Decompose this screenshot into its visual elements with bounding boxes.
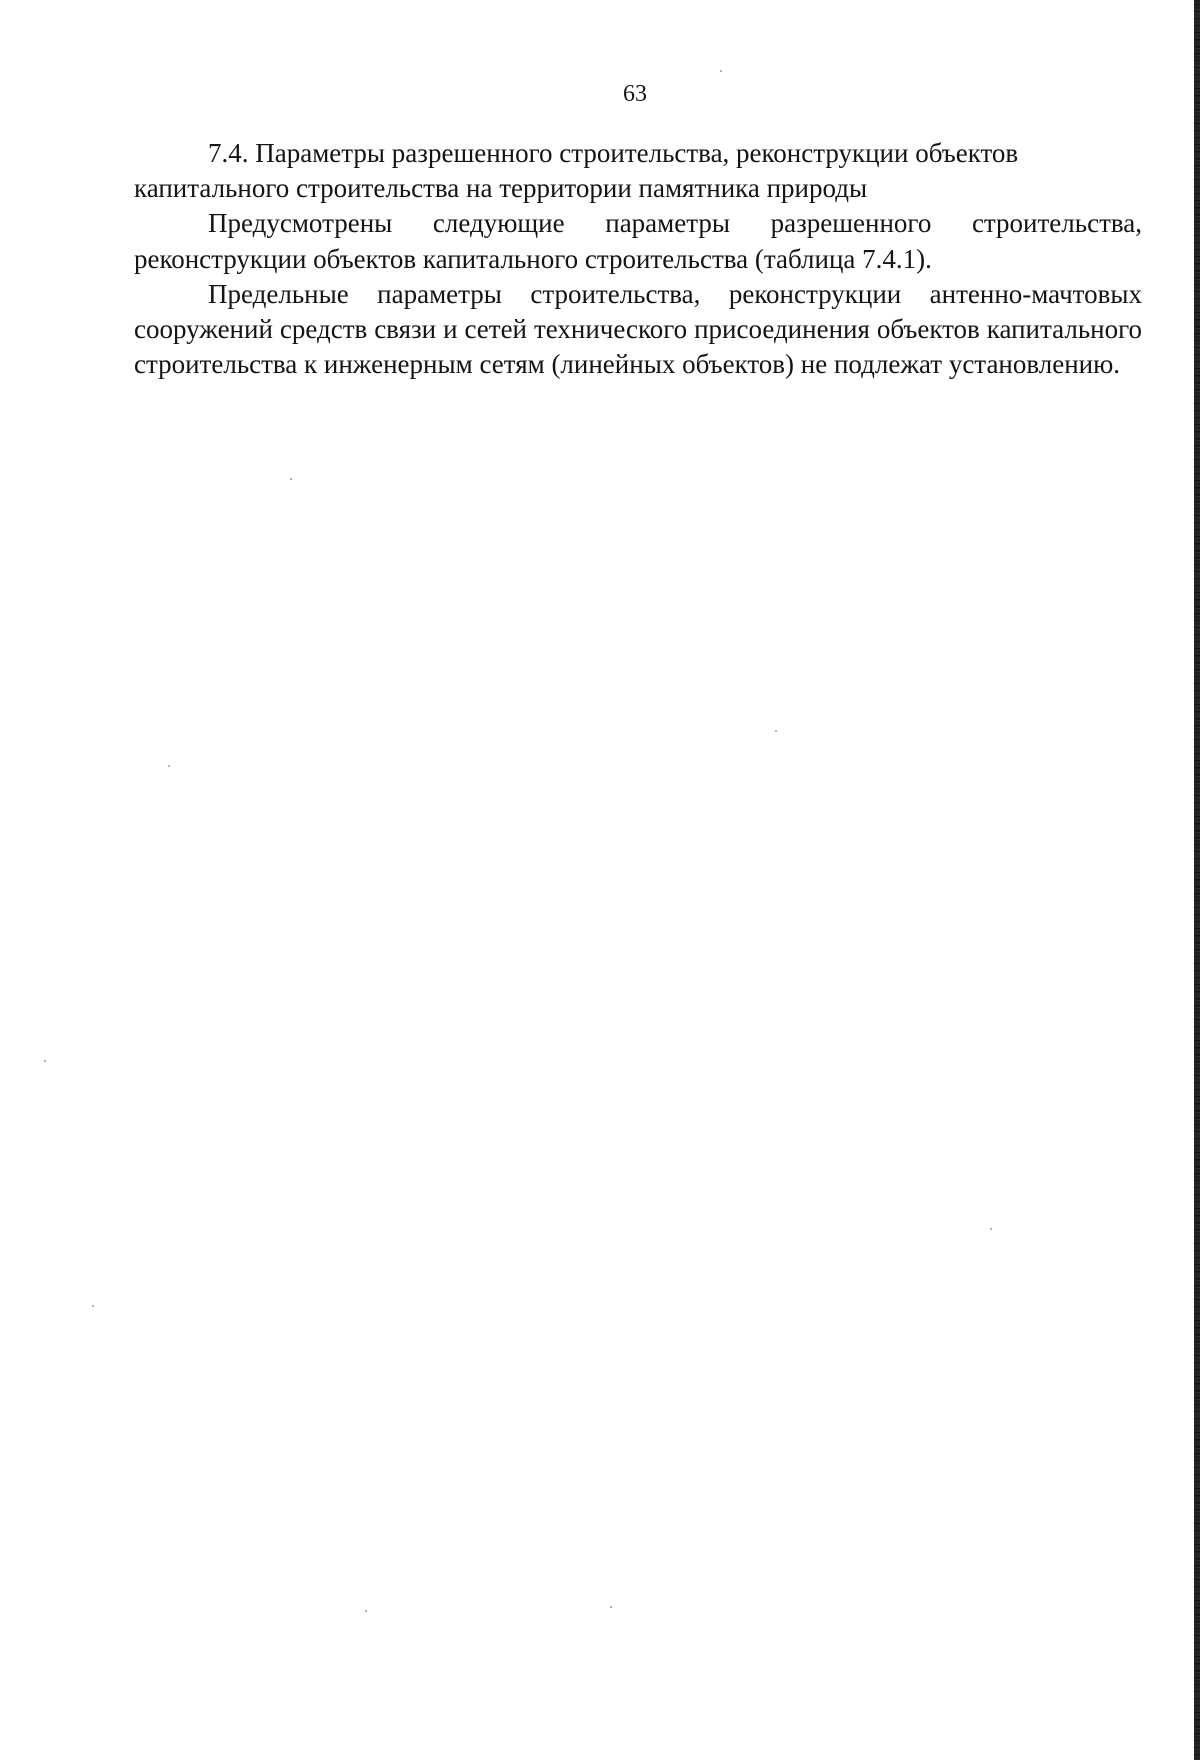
scan-speck [365, 1610, 367, 1612]
scan-speck [92, 1305, 94, 1307]
scan-speck [168, 765, 170, 767]
scan-speck [44, 1060, 46, 1062]
scan-speck [775, 730, 777, 732]
page-number: 63 [623, 81, 647, 107]
paragraph-limits-not-set: Предельные параметры строительства, реконструкции антенно-мачтовых сооружений средств связи и сетей технического присоединения объектов капитального строительства к инженерным сетям (линейных объектов) не подлежат установлению. [134, 278, 1142, 380]
scan-edge [1194, 0, 1200, 1760]
scan-speck [990, 1228, 992, 1230]
document-body [134, 136, 1142, 382]
scan-speck [610, 1606, 612, 1608]
section-heading-paragraph: 7.4. Параметры разрешенного строительства, реконструкции объектов капитального строительства на территории памятника природы [134, 138, 1019, 204]
paragraph-parameters-provided: Предусмотрены следующие параметры разрешенного строительства, реконструкции объектов капитального строительства (таблица 7.4.1). [134, 208, 1142, 274]
scan-speck [720, 70, 722, 72]
scan-speck [290, 478, 292, 480]
